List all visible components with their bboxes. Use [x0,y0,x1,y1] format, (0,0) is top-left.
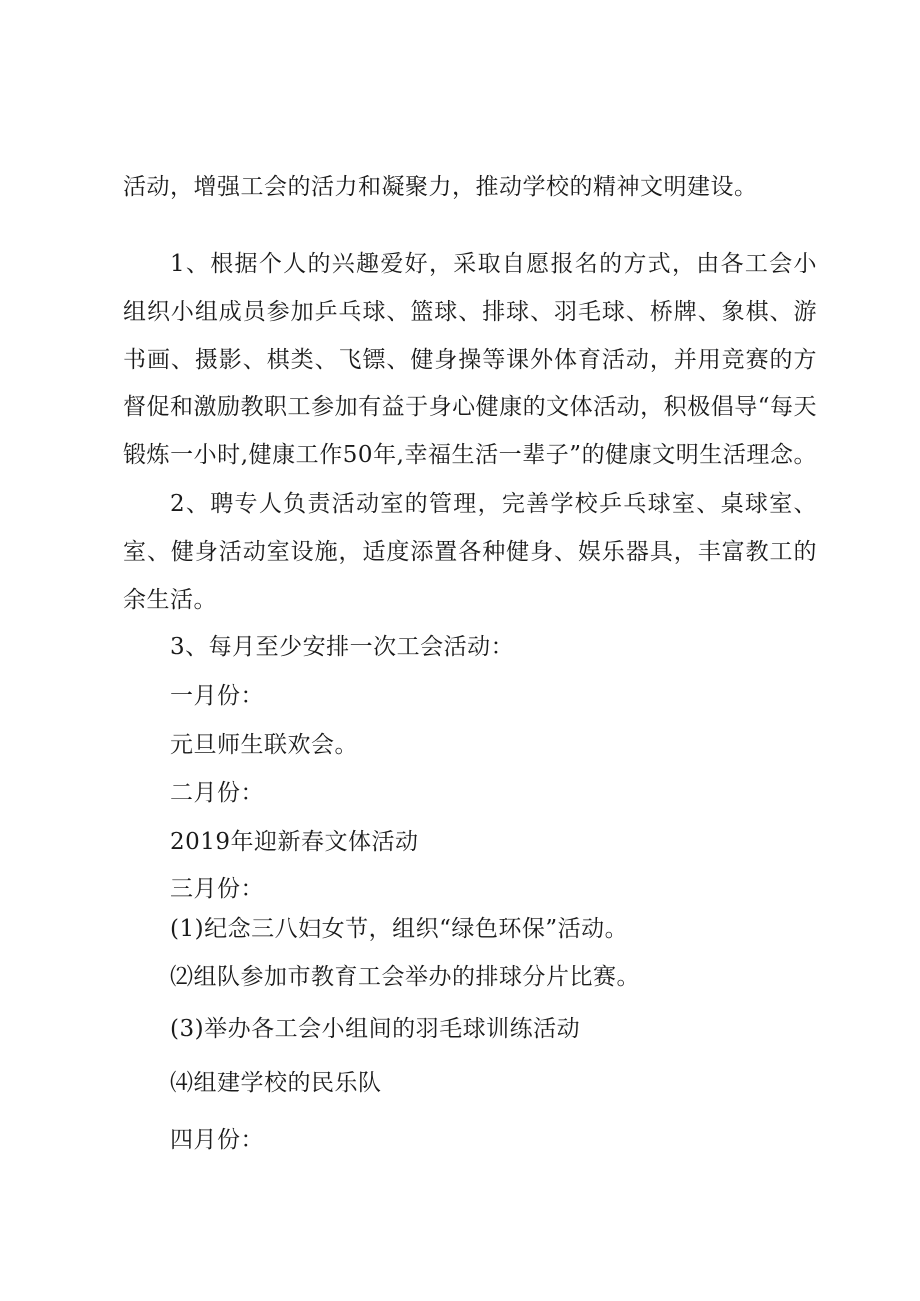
march-item-1: (1)纪念三八妇女节，组织“绿色环保”活动。 [170,916,629,942]
march-item-2: ⑵组队参加市教育工会举办的排球分片比赛。 [170,964,640,990]
month-january: 一月份： [170,683,264,709]
paragraph-line-6: 锻炼一小时,健康工作50年,幸福生活一辈子”的健康文明生活理念。 [123,442,817,468]
list-heading: 3、每月至少安排一次工会活动： [170,634,515,660]
paragraph-line-9: 余生活。 [123,587,217,613]
paragraph-line-3: 组织小组成员参加乒乓球、篮球、排球、羽毛球、桥牌、象棋、游 [123,299,817,325]
paragraph-line-8: 室、健身活动室设施，适度添置各种健身、娱乐器具，丰富教工的 [123,539,817,565]
paragraph-line-7: 2、聘专人负责活动室的管理，完善学校乒乓球室、桌球室、 [170,491,817,517]
march-item-4: ⑷组建学校的民乐队 [170,1070,382,1096]
february-activity: 2019年迎新春文体活动 [170,829,419,855]
paragraph-line-5: 督促和激励教职工参加有益于身心健康的文体活动，积极倡导“每天 [123,394,817,420]
march-item-3: (3)举办各工会小组间的羽毛球训练活动 [170,1016,581,1042]
month-april: 四月份： [170,1127,264,1153]
month-february: 二月份： [170,780,264,806]
paragraph-line-4: 书画、摄影、棋类、飞镖、健身操等课外体育活动，并用竞赛的方 [123,347,817,373]
paragraph-line-1: 活动，增强工会的活力和凝聚力，推动学校的精神文明建设。 [123,174,758,200]
month-march: 三月份： [170,876,264,902]
january-activity: 元旦师生联欢会。 [170,732,358,758]
paragraph-line-2: 1、根据个人的兴趣爱好，采取自愿报名的方式，由各工会小 [170,251,817,277]
